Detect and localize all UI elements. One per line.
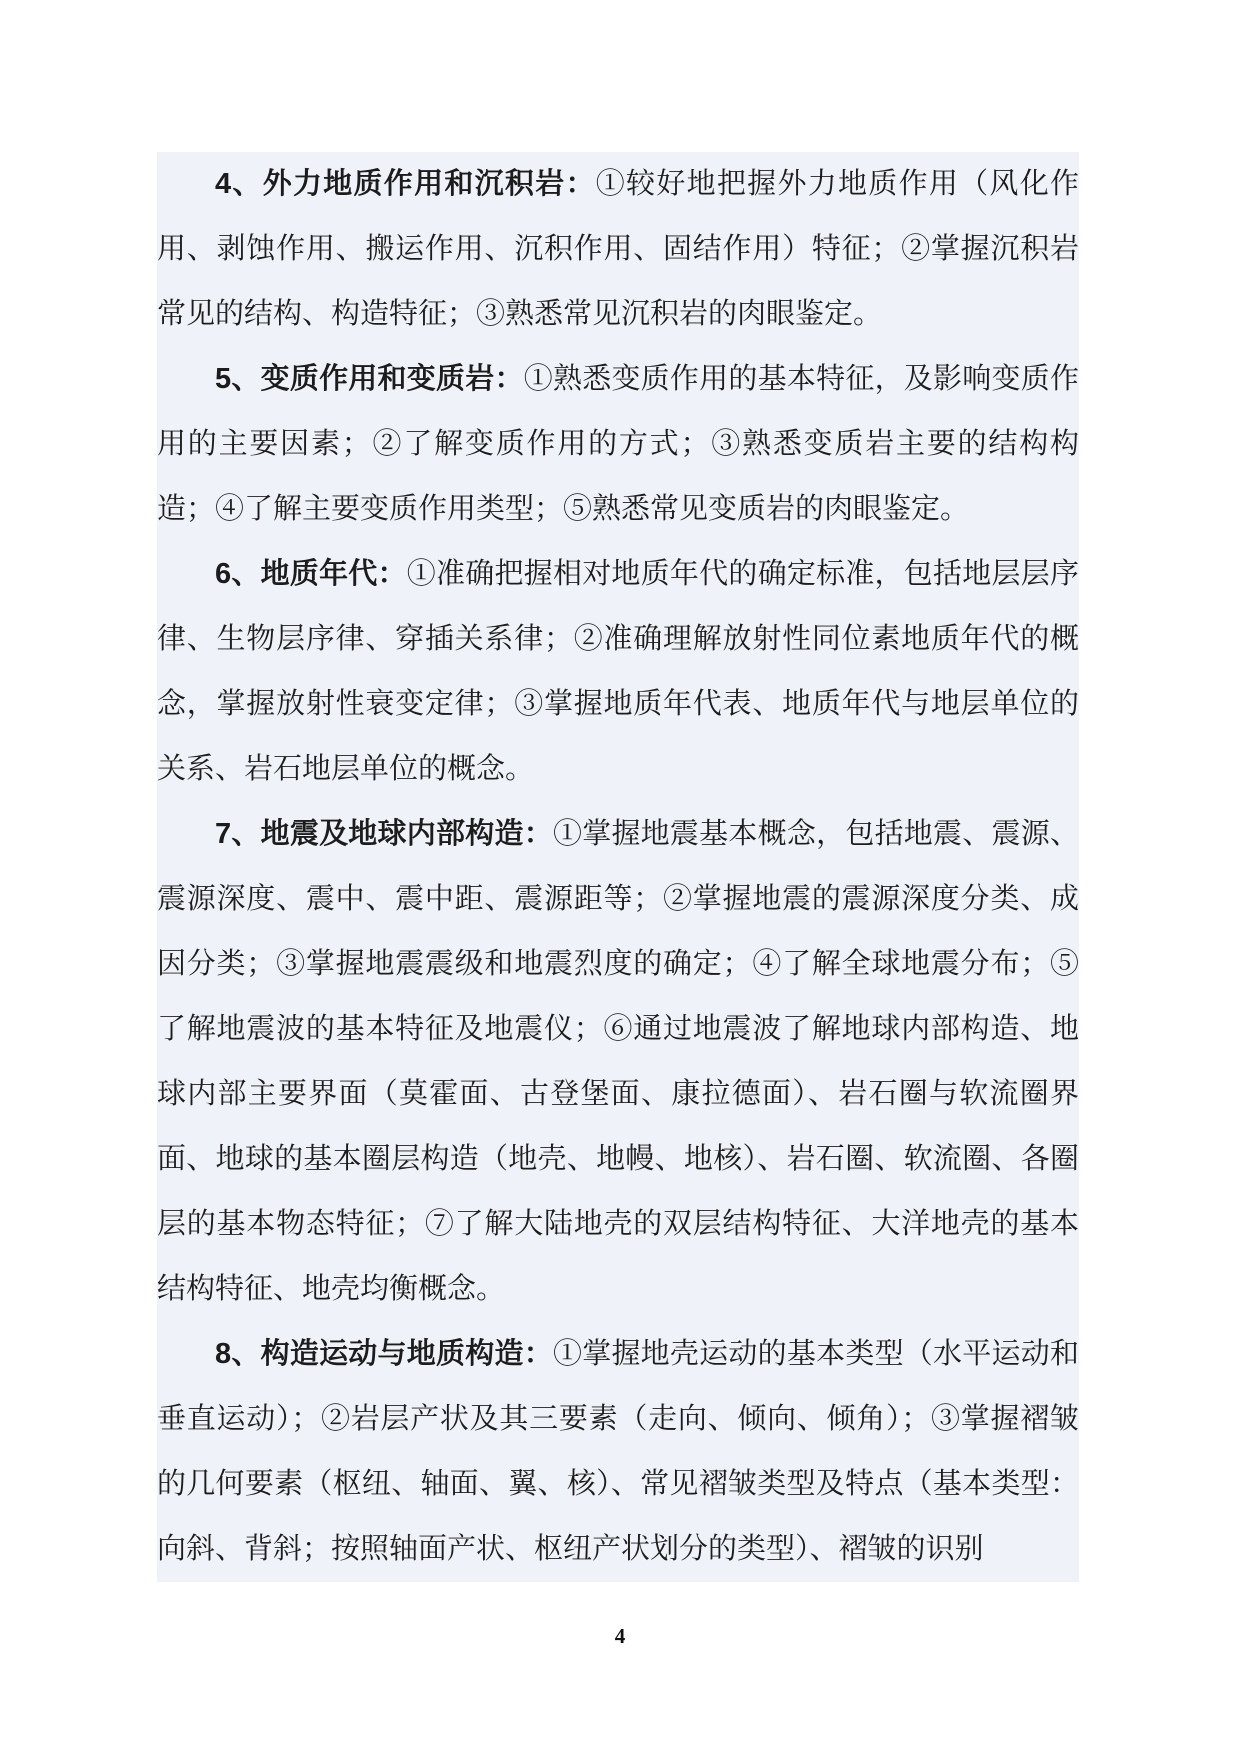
paragraph-5-body: ①熟悉变质作用的基本特征，及影响变质作用的主要因素；②了解变质作用的方式；③熟悉变质岩主要的结构构造；④了解主要变质作用类型；⑤熟悉常见变质岩的肉眼鉴定。 — [157, 363, 1079, 525]
paragraph-4-heading: 4、外力地质作用和沉积岩： — [215, 168, 596, 200]
paragraph-8-heading: 8、构造运动与地质构造： — [215, 1338, 553, 1370]
text-block — [157, 152, 1079, 1582]
paragraph-5 — [157, 347, 1079, 542]
paragraph-8 — [157, 1322, 1079, 1582]
paragraph-7-body: ①掌握地震基本概念，包括地震、震源、震源深度、震中、震中距、震源距等；②掌握地震的震源深度分类、成因分类；③掌握地震震级和地震烈度的确定；④了解全球地震分布；⑤了解地震波的基本特征及地震仪；⑥通过地震波了解地球内部构造、地球内部主要界面（莫霍面、古登堡面、康拉德面）、岩石圈与软流圈界面、地球的基本圈层构造（地壳、地幔、地核）、岩石圈、软流圈、各圈层的基本物态特征；⑦了解大陆地壳的双层结构特征、大洋地壳的基本结构特征、地壳均衡概念。 — [157, 818, 1079, 1305]
paragraph-5-heading: 5、变质作用和变质岩： — [215, 363, 524, 395]
paragraph-8-body: ①掌握地壳运动的基本类型（水平运动和垂直运动）；②岩层产状及其三要素（走向、倾向、倾角）；③掌握褶皱的几何要素（枢纽、轴面、翼、核）、常见褶皱类型及特点（基本类型：向斜、背斜；按照轴面产状、枢纽产状划分的类型）、褶皱的识别 — [157, 1338, 1079, 1565]
paragraph-7 — [157, 802, 1079, 1322]
paragraph-4 — [157, 152, 1079, 347]
paragraph-7-heading: 7、地震及地球内部构造： — [215, 818, 553, 850]
paragraph-6 — [157, 542, 1079, 802]
paragraph-6-heading: 6、地质年代： — [215, 558, 407, 590]
paragraph-6-body: ①准确把握相对地质年代的确定标准，包括地层层序律、生物层序律、穿插关系律；②准确理解放射性同位素地质年代的概念，掌握放射性衰变定律；③掌握地质年代表、地质年代与地层单位的关系、岩石地层单位的概念。 — [157, 558, 1079, 785]
paragraph-4-body: ①较好地把握外力地质作用（风化作用、剥蚀作用、搬运作用、沉积作用、固结作用）特征；②掌握沉积岩常见的结构、构造特征；③熟悉常见沉积岩的肉眼鉴定。 — [157, 168, 1079, 330]
page-number: 4 — [614, 1624, 626, 1648]
